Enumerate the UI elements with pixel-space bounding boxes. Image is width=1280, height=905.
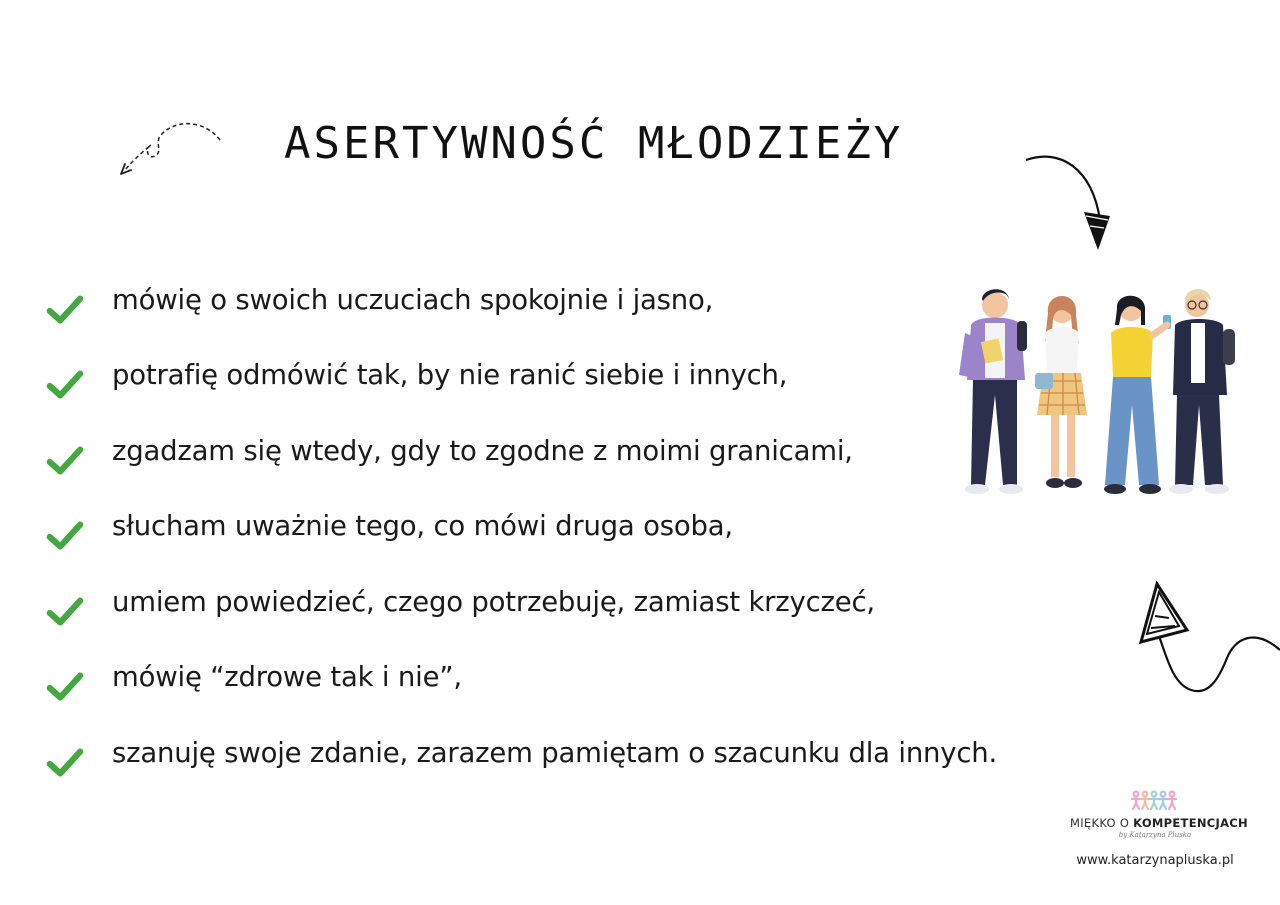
item-text: szanuję swoje zdanie, zarazem pamiętam o szacunku dla innych. bbox=[112, 736, 998, 769]
item-text: mówię o swoich uczuciach spokojnie i jasno, bbox=[112, 283, 714, 316]
dashed-arrow-icon bbox=[115, 118, 225, 180]
check-icon bbox=[46, 593, 84, 631]
list-item bbox=[46, 640, 1046, 716]
brand-url[interactable]: www.katarzynapluska.pl bbox=[1076, 853, 1234, 868]
check-icon bbox=[46, 517, 84, 555]
brand-name-part2: KOMPETENCJACH bbox=[1133, 816, 1248, 830]
list-item bbox=[46, 489, 1046, 565]
check-icon bbox=[46, 442, 84, 480]
person-figure bbox=[1104, 296, 1171, 494]
assertiveness-list bbox=[46, 262, 1046, 791]
item-text: słucham uważnie tego, co mówi druga osoba, bbox=[112, 510, 733, 543]
brand-name-part1: MIĘKKO O bbox=[1070, 816, 1134, 830]
people-chain-logo-icon bbox=[1131, 790, 1179, 810]
teenagers-illustration bbox=[955, 285, 1240, 500]
curved-arrow-icon bbox=[1020, 150, 1120, 255]
check-icon bbox=[46, 668, 84, 706]
brand-footer bbox=[1070, 790, 1248, 868]
page-title: ASERTYWNOŚĆ MŁODZIEŻY bbox=[284, 118, 904, 169]
list-item bbox=[46, 715, 1046, 791]
brand-byline: by Katarzyna Pluska bbox=[1118, 831, 1192, 839]
person-figure bbox=[1035, 296, 1087, 488]
check-icon bbox=[46, 291, 84, 329]
check-icon bbox=[46, 366, 84, 404]
item-text: umiem powiedzieć, czego potrzebuję, zamiast krzyczeć, bbox=[112, 585, 875, 618]
item-text: mówię “zdrowe tak i nie”, bbox=[112, 661, 462, 694]
item-text: potrafię odmówić tak, by nie ranić siebie i innych, bbox=[112, 359, 788, 392]
squiggle-arrow-icon bbox=[1135, 578, 1280, 703]
list-item bbox=[46, 338, 1046, 414]
check-icon bbox=[46, 744, 84, 782]
item-text: zgadzam się wtedy, gdy to zgodne z moimi granicami, bbox=[112, 434, 853, 467]
person-figure bbox=[1169, 289, 1235, 494]
list-item bbox=[46, 413, 1046, 489]
list-item bbox=[46, 262, 1046, 338]
person-figure bbox=[959, 289, 1027, 494]
list-item bbox=[46, 564, 1046, 640]
brand-name bbox=[1070, 816, 1248, 830]
